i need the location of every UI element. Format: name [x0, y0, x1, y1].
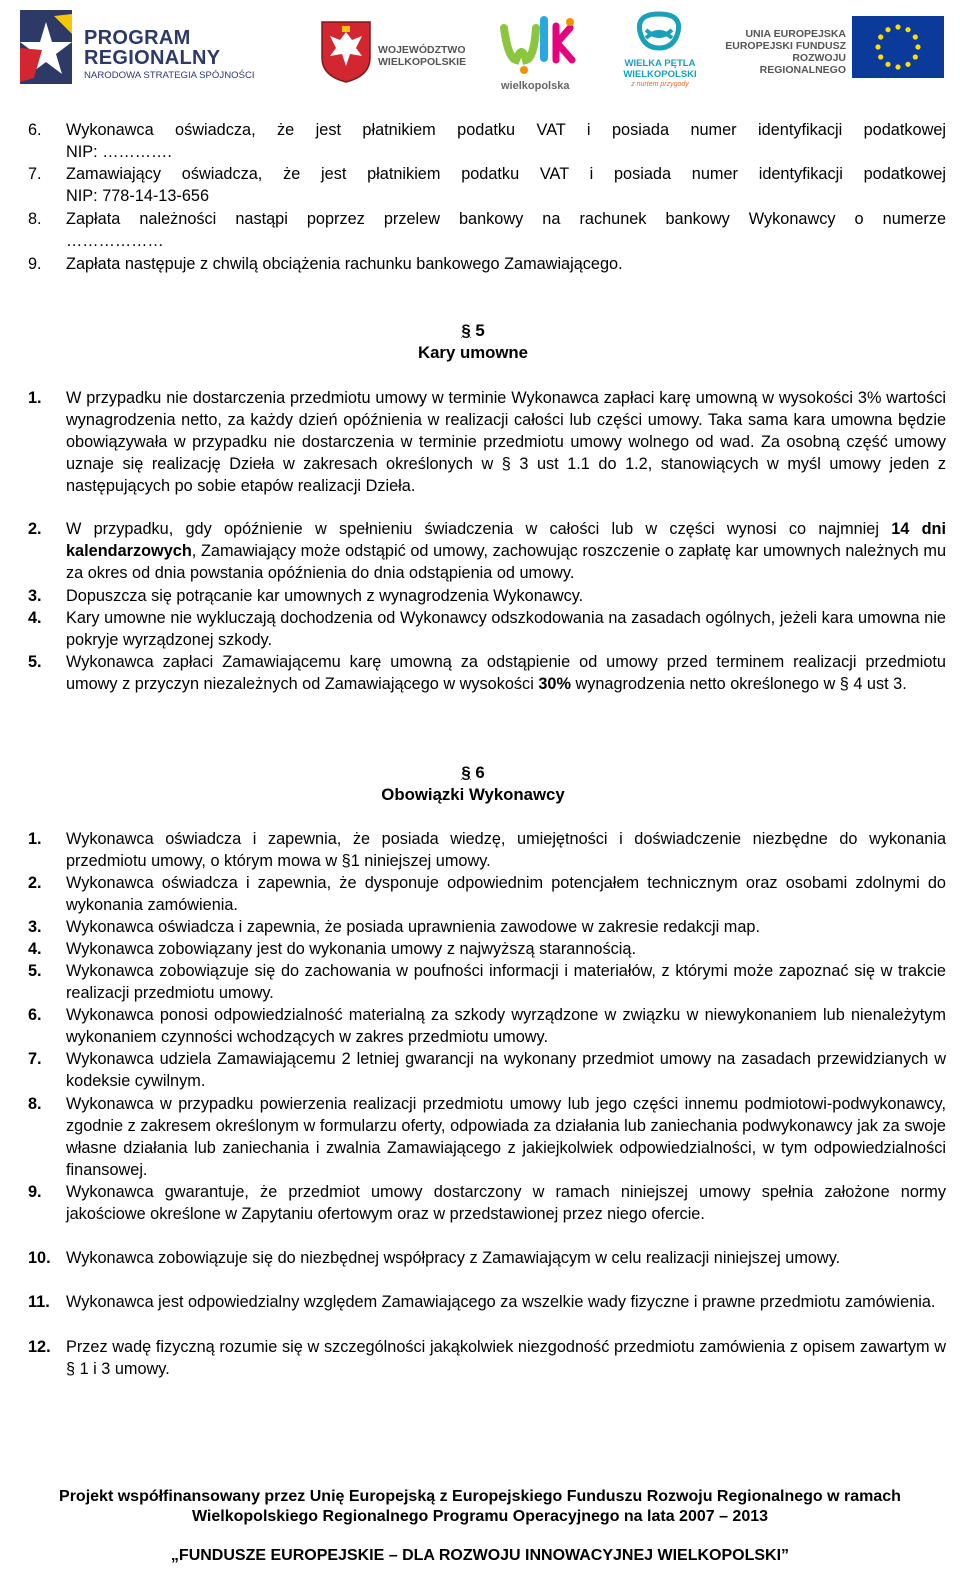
footer-line-1: Projekt współfinansowany przez Unię Europejską z Europejskiego Funduszu Rozwoju Regionalnego w ramach [59, 1488, 901, 1505]
clause-text: Wykonawca ponosi odpowiedzialność materialną za szkody wyrządzone w związku w niewykonaniem lub nienależytym wykonaniem czynności wchodzących w zakres przedmiotu umowy. [66, 1006, 946, 1046]
clause-number: 9. [28, 255, 42, 273]
clause-number: 4. [28, 609, 42, 627]
clause-text: Wykonawca gwarantuje, że przedmiot umowy dostarczony w ramach niniejszej umowy spełnia założone normy jakościowe określone w Zapytaniu ofertowym oraz w przedstawionej przez niego ofercie. [66, 1183, 946, 1223]
header-logos [0, 0, 960, 100]
clause-text: Wykonawca w przypadku powierzenia realizacji przedmiotu umowy lub jego części innemu podmiotowi-podwykonawcy, zgodnie z zakresem określonym w formularzu oferty, odpowiada za działania lub zaniechania podwykonawcy jak za swoje własne działania lub zaniechania i zwalnia Zamawiającego z jakiejkolwiek odpowiedzialności, w tym odpowiedzialności finansowej. [66, 1095, 946, 1179]
section-5-title: Kary umowne [417, 343, 529, 362]
clause-text: Wykonawca zobowiązany jest do wykonania umowy z najwyższą starannością. [66, 940, 636, 958]
knot-icon [616, 8, 702, 58]
clause-text: Zapłata następuje z chwilą obciążenia rachunku bankowego Zamawiającego. [66, 255, 623, 273]
clause-text-continued: NIP: 778-14-13-656 [66, 187, 210, 205]
clause-number: 6. [28, 121, 42, 139]
clause-text: Wykonawca oświadcza i zapewnia, że posiada wiedzę, umiejętności i doświadczenie niezbędne do wykonania przedmiotu umowy, o którym mowa w §1 niniejszej umowy. [66, 830, 946, 870]
clause-text: Wykonawca oświadcza, że jest płatnikiem podatku VAT i posiada numer identyfikacji podatkowej [66, 121, 946, 139]
clause-number: 1. [28, 830, 42, 848]
clause-number: 7. [28, 1050, 42, 1068]
clause-text: W przypadku nie dostarczenia przedmiotu umowy w terminie Wykonawca zapłaci karę umowną w wysokości 3% wartości wynagrodzenia netto, za każdy dzień opóźnienia w realizacji całości lub części umowy. Taka sama kara umowna będzie obowiązywała w przypadku nie dostarczenia w terminie przedmiotu umowy wolnego od wad. Za osobną część umowy uznaje się realizację Dzieła w zakresach określonych w § 3 ust 1.1 do 1.2, stanowiących w myśl umowy jeden z następujących po sobie etapów realizacji Dzieła. [66, 389, 946, 495]
clause-text: Dopuszcza się potrącanie kar umownych z wynagrodzenia Wykonawcy. [66, 587, 584, 605]
clause-text: Wykonawca oświadcza i zapewnia, że posiada uprawnienia zawodowe w zakresie redakcji map. [66, 918, 760, 936]
clause-text-continued: NIP: …………. [66, 143, 172, 161]
clause-number: 1. [28, 389, 42, 407]
section-6-title: Obowiązki Wykonawcy [381, 785, 565, 804]
clause-number: 5. [28, 653, 42, 671]
clause-text: Wykonawca udziela Zamawiającemu 2 letniej gwarancji na wykonany przedmiot umowy na zasadach przewidzianych w kodeksie cywilnym. [66, 1050, 946, 1090]
clause-number: 4. [28, 940, 42, 958]
clause-number: 8. [28, 1095, 42, 1113]
wielkopolska-logo: wielkopolska [498, 14, 580, 96]
eu-flag-icon [852, 16, 944, 78]
clause-number: 9. [28, 1183, 42, 1201]
clause-text: Wykonawca zapłaci Zamawiającemu karę umowną za odstąpienie od umowy przed terminem realizacji przedmiotu umowy z przyczyn niezależnych od Zamawiającego w wysokości 30% wynagrodzenia netto określonego w § 4 ust 3. [66, 653, 946, 693]
clause-text: W przypadku, gdy opóźnienie w spełnieniu świadczenia w całości lub w części wynosi co najmniej 14 dni kalendarzowych, Zamawiający może odstąpić od umowy, zachowując roszczenie o zapłatę kar umownych należnych mu za okres od dnia powstania opóźnienia do dnia odstąpienia od umowy. [66, 520, 946, 582]
clause-number: 5. [28, 962, 42, 980]
clause-text: Wykonawca jest odpowiedzialny względem Zamawiającego za wszelkie wady fizyczne i prawne przedmiotu zamówienia. [66, 1293, 936, 1311]
program-regionalny-logo: PROGRAM REGIONALNY NARODOWA STRATEGIA SPÓJNOŚCI [14, 8, 264, 88]
clause-number: 2. [28, 520, 42, 538]
clause-text: Kary umowne nie wykluczają dochodzenia od Wykonawcy odszkodowania na zasadach ogólnych, jeżeli kara umowna nie pokryje wyrządzonej szkody. [66, 609, 946, 649]
program-star-icon [14, 8, 78, 88]
clause-number: 10. [28, 1249, 51, 1267]
eu-logo: UNIA EUROPEJSKA EUROPEJSKI FUNDUSZ ROZWOJU REGIONALNEGO [712, 12, 944, 84]
wielka-petla-logo: WIELKA PĘTLA WIELKOPOLSKI z nurtem przygody [616, 8, 702, 92]
clause-number: 2. [28, 874, 42, 892]
section-5-number: § 5 [461, 321, 485, 340]
clause-text: Wykonawca zobowiązuje się do niezbędnej współpracy z Zamawiającym w celu realizacji niniejszej umowy. [66, 1249, 841, 1267]
clause-text: Zamawiający oświadcza, że jest płatnikiem podatku VAT i posiada numer identyfikacji podatkowej [66, 165, 946, 183]
clause-number: 12. [28, 1338, 51, 1356]
clause-text: Wykonawca oświadcza i zapewnia, że dysponuje odpowiednim potencjałem technicznym oraz osobami zdolnymi do wykonania zamówienia. [66, 874, 946, 914]
clause-text: Wykonawca zobowiązuje się do zachowania w poufności informacji i materiałów, z którymi może zapoznać się w trakcie realizacji przedmiotu umowy. [66, 962, 946, 1002]
eagle-crest-icon [318, 20, 374, 84]
clause-number: 8. [28, 210, 42, 228]
clause-text: Przez wadę fizyczną rozumie się w szczególności jakąkolwiek niezgodność przedmiotu zamówienia z opisem zawartym w § 1 i 3 umowy. [66, 1338, 946, 1378]
section-6-number: § 6 [461, 763, 485, 782]
clause-number: 11. [28, 1293, 50, 1311]
clause-text-continued: ……………… [66, 232, 164, 250]
clause-number: 3. [28, 587, 42, 605]
clause-number: 6. [28, 1006, 42, 1024]
wojewodztwo-logo: WOJEWÓDZTWO WIELKOPOLSKIE [318, 20, 473, 84]
clause-number: 7. [28, 165, 42, 183]
wielkopolska-mark-icon [498, 14, 580, 78]
clause-number: 3. [28, 918, 42, 936]
footer-line-2: Wielkopolskiego Regionalnego Programu Operacyjnego na lata 2007 – 2013 [191, 1508, 769, 1525]
clause-text: Zapłata należności nastąpi poprzez przelew bankowy na rachunek bankowy Wykonawcy o numerze [66, 210, 946, 228]
footer-slogan: „FUNDUSZE EUROPEJSKIE – DLA ROZWOJU INNOWACYJNEJ WIELKOPOLSKI” [170, 1547, 790, 1564]
